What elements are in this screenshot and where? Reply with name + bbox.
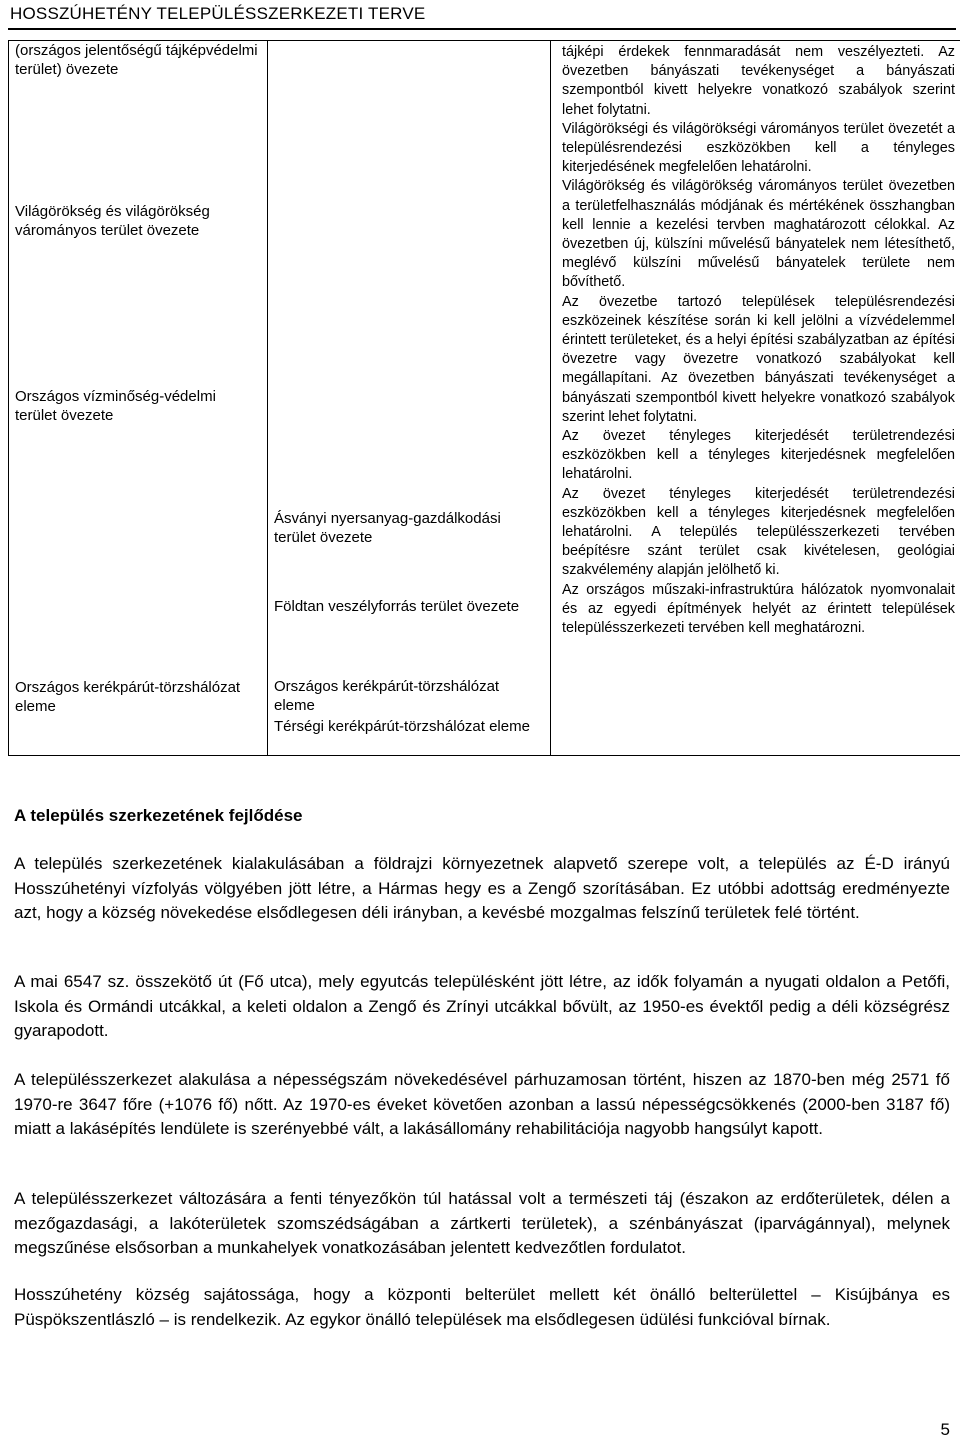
zone-subtype-cell: Országos kerékpárút-törzshálózat eleme [274, 678, 500, 714]
zone-subtype-cell: Térségi kerékpárút-törzshálózat eleme [274, 718, 530, 735]
zone-subtype-column [268, 41, 551, 756]
body-paragraph: Hosszúhetény község sajátossága, hogy a központi belterület mellett két önálló belterülettel – Kisújbánya es Püspökszentlászló – is rendelkezik. Az egykor önálló települések ma elsődlegesen üdülési funkcióval bírnak. [14, 1285, 950, 1329]
table-row [9, 41, 960, 756]
rule-paragraph: Az övezet tényleges kiterjedését területrendezési eszközökben kell a tényleges kiterjedésnek megfelelően lehatárolni. A település településszerkezeti tervében beépítésre szánt terület csak kivételesen, geológiai szakvélemény alapján jelölhető ki. [562, 485, 955, 579]
zone-name-cell: (országos jelentőségű tájképvédelmi terület) övezete [15, 42, 258, 78]
body-paragraph: A mai 6547 sz. összekötő út (Fő utca), mely egyutcás településként jött létre, az idők folyamán a nyugati oldalon a Petőfi, Iskola és Ormándi utcákkal, a keleti oldalon a Zengő és Zrínyi utcákkal bővült, az 1950-es évektől pedig a déli községrész gyarapodott. [14, 972, 950, 1040]
zone-rules-column [551, 41, 960, 756]
zone-name-cell: Országos kerékpárút-törzshálózat eleme [15, 679, 241, 715]
rule-paragraph: Világörökség és világörökség várományos terület övezetben a területfelhasználás módjának és mértékének összhangban kell lennie a kezelési tervben maghatározott célokkal. Az övezetben új, külszíni művelésű bányatelek nem létesíthető, meglévő külszíni művelésű bányatelek területe nem bővíthető. [562, 178, 955, 291]
page-number: 5 [940, 1420, 950, 1439]
body-paragraph: A településszerkezet alakulása a népességszám növekedésével párhuzamosan történt, hiszen az 1870-ben még 2571 fő 1970-re 3647 főre (+1076 fő) nőtt. Az 1970-es éveket követően azonban a lassú népességcsökkenés (2000-ben 3187 fő) miatt a lakásépítés lendülete is szerényebbé vált, a lakásállomány rehabilitációja nagyobb hangsúlyt kapott. [14, 1070, 950, 1138]
rule-paragraph: tájképi érdekek fennmaradását nem veszélyezteti. Az övezetben bányászati tevékenységet a bányászati szempontból kivett helyekre vonatkozó szabályok szerint lehet folytatni. [562, 44, 955, 118]
rule-paragraph: Az övezetbe tartozó települések településrendezési eszközeinek készítése során ki kell jelölni a vízvédelemmel érintett területeket, és a helyi építési szabályzatban az építési övezetre vagy övezetre vonatkozó szabályokat kell megállapítani. Az övezetben bányászati tevékenységet a bányászati szempontból kivett helyekre vonatkozó szabályok szerint lehet folytatni. [562, 293, 955, 425]
rule-paragraph: Az övezet tényleges kiterjedését területrendezési eszközökben kell a tényleges kiterjedésnek megfelelően lehatárolni. [562, 428, 955, 483]
zone-name-column [9, 41, 268, 756]
zone-name-cell: Világörökség és világörökség várományos terület övezete [15, 203, 210, 239]
zone-name-cell: Országos vízminőség-védelmi terület övezete [15, 388, 216, 424]
rule-paragraph: Világörökségi és világörökségi várományos terület övezetét a településrendezési eszközökben kell a tényleges kiterjedésének megfelelően lehatárolni. [562, 120, 955, 176]
zone-subtype-cell: Földtan veszélyforrás terület övezete [274, 598, 520, 615]
section-heading: A település szerkezetének fejlődése [14, 806, 303, 825]
body-paragraph: A településszerkezet változására a fenti tényezőkön túl hatással volt a természeti táj (északon az erdőterületek, délen a mezőgazdasági, a lakóterületek szomszédságában a zártkerti területek), a szénbányászat (iparvágánnyal), melynek megszűnése elsősorban a munkahelyek vonatkozásában jelentett kedvezőtlen fordulatot. [14, 1189, 950, 1257]
rule-paragraph: Az országos műszaki-infrastruktúra hálózatok nyomvonalait és az egyedi építmények helyét az érintett települések településszerkezeti tervében kell meghatározni. [562, 581, 955, 637]
body-paragraph: A település szerkezetének kialakulásában a földrajzi környezetnek alapvető szerepe volt, a település az É-D irányú Hosszúhetényi vízfolyás völgyében jött létre, a Hármas hegy es a Zengő szorításában. Ez utóbbi adottság eredményezte azt, hogy a község növekedése elsődlegesen déli irányban, a kevésbé mozgalmas felszínű területek felé történt. [14, 854, 950, 922]
zone-subtype-cell: Ásványi nyersanyag-gazdálkodási terület övezete [274, 510, 501, 546]
zone-table [8, 40, 960, 756]
running-header: HOSSZÚHETÉNY TELEPÜLÉSSZERKEZETI TERVE [10, 4, 426, 23]
header-rule [8, 28, 956, 30]
